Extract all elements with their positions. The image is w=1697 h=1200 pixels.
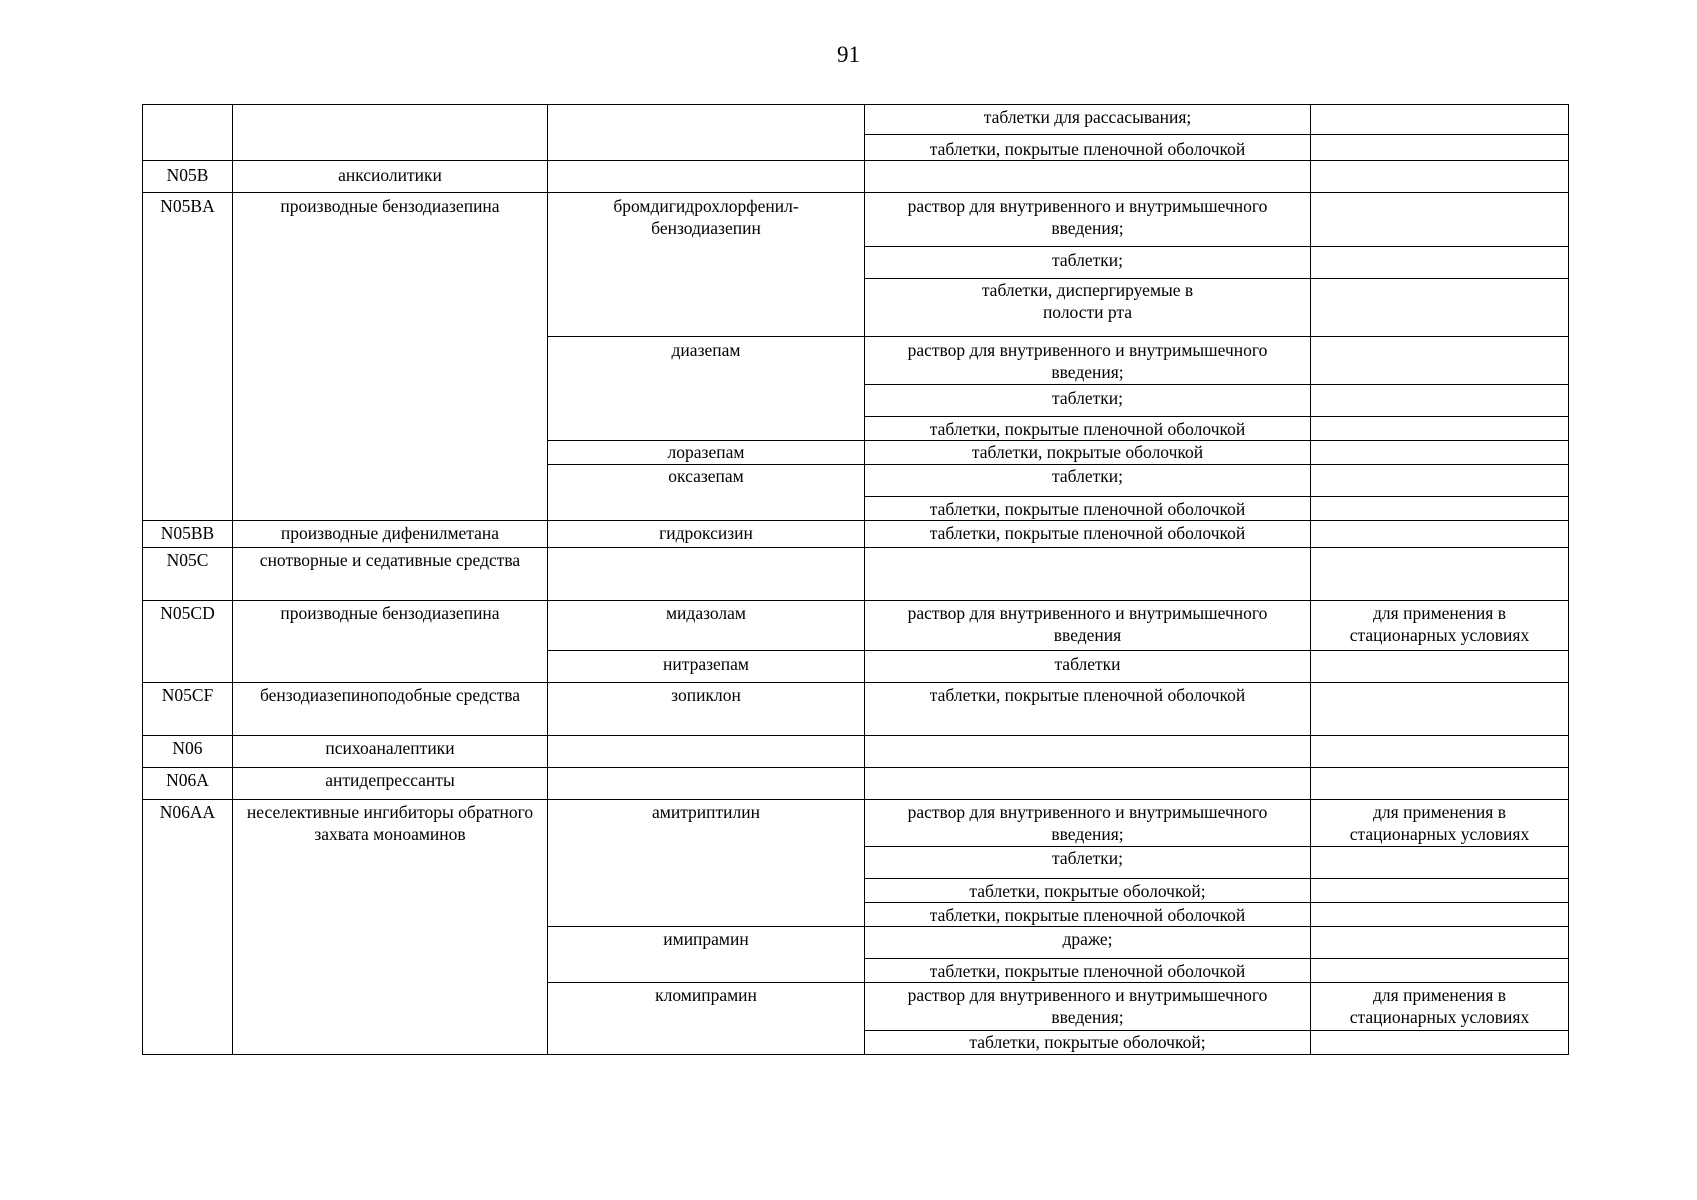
- form-cell: [864, 902, 1311, 927]
- cell-text: таблетки, покрытые пленочной оболочкой: [929, 961, 1246, 981]
- cell-text: таблетки;: [1052, 250, 1123, 270]
- drug-cell-empty: [547, 547, 865, 601]
- note-cell-empty: [1310, 160, 1569, 193]
- atc-code-cell: [142, 799, 233, 1055]
- cell-text: диазепам: [671, 340, 741, 360]
- cell-text: таблетки, покрытые оболочкой: [971, 442, 1204, 462]
- form-cell: [864, 464, 1311, 497]
- cell-text: N05C: [166, 550, 209, 570]
- atc-code-cell: [142, 192, 233, 521]
- cell-text: гидроксизин: [659, 523, 753, 543]
- note-cell-empty: [1310, 958, 1569, 983]
- cell-text: неселективные ингибиторы обратного захвата моноаминов: [246, 802, 534, 844]
- form-cell: [864, 134, 1311, 161]
- cell-text: раствор для внутривенного и внутримышечного введения;: [907, 196, 1268, 238]
- cell-text: кломипрамин: [655, 985, 757, 1005]
- cell-text: раствор для внутривенного и внутримышечного введения: [907, 603, 1268, 645]
- atc-code-cell: [142, 735, 233, 768]
- group-cell: [232, 160, 548, 193]
- form-cell: [864, 384, 1311, 417]
- drug-cell: [547, 982, 865, 1055]
- note-cell-empty: [1310, 926, 1569, 959]
- form-cell: [864, 982, 1311, 1031]
- cell-text: N05BA: [160, 196, 215, 216]
- cell-text: психоаналептики: [325, 738, 455, 758]
- note-cell-empty: [1310, 246, 1569, 279]
- cell-text: раствор для внутривенного и внутримышечного введения;: [907, 340, 1268, 382]
- group-cell: [232, 799, 548, 1055]
- form-cell: [864, 650, 1311, 683]
- form-cell: [864, 846, 1311, 879]
- form-cell-empty: [864, 160, 1311, 193]
- note-cell-empty: [1310, 192, 1569, 247]
- note-cell-empty: [1310, 650, 1569, 683]
- atc-code-cell: [142, 600, 233, 683]
- form-cell: [864, 958, 1311, 983]
- cell-text: полости рта: [1042, 302, 1133, 322]
- atc-code-cell: [142, 520, 233, 548]
- cell-text: нитразепам: [663, 654, 749, 674]
- form-cell-empty: [864, 735, 1311, 768]
- drug-cell: [547, 650, 865, 683]
- drug-cell: [547, 464, 865, 521]
- cell-text: таблетки: [1054, 654, 1121, 674]
- form-cell: [864, 104, 1311, 135]
- cell-text: N06: [172, 738, 203, 758]
- note-cell-empty: [1310, 278, 1569, 337]
- note-cell-empty: [1310, 767, 1569, 800]
- form-cell: [864, 799, 1311, 847]
- form-cell: [864, 1030, 1311, 1055]
- cell-text: таблетки, покрытые пленочной оболочкой: [929, 419, 1246, 439]
- note-cell-empty: [1310, 682, 1569, 736]
- cell-text: таблетки;: [1052, 466, 1123, 486]
- cell-text: для применения в стационарных условиях: [1349, 603, 1530, 645]
- cell-text: бензодиазепиноподобные средства: [259, 685, 521, 705]
- cell-text: оксазепам: [668, 466, 744, 486]
- form-cell: [864, 336, 1311, 385]
- form-cell: [864, 878, 1311, 903]
- cell-text: антидепрессанты: [325, 770, 455, 790]
- note-cell-empty: [1310, 735, 1569, 768]
- drug-cell: [547, 192, 865, 337]
- cell-text: таблетки для рассасывания;: [983, 107, 1192, 127]
- cell-text: для применения в стационарных условиях: [1349, 802, 1530, 844]
- atc-code-cell: [142, 767, 233, 800]
- cell-text: мидазолам: [665, 603, 746, 623]
- cell-text: таблетки, диспергируемые в: [981, 280, 1194, 300]
- cell-text: лоразепам: [667, 442, 745, 462]
- cell-text: таблетки, покрытые пленочной оболочкой: [929, 905, 1246, 925]
- drug-cell: [547, 336, 865, 441]
- code-cell-empty: [142, 104, 233, 161]
- form-cell: [864, 416, 1311, 441]
- cell-text: N05CF: [161, 685, 214, 705]
- form-cell: [864, 600, 1311, 651]
- cell-text: раствор для внутривенного и внутримышечного введения;: [907, 985, 1268, 1027]
- group-cell: [232, 192, 548, 521]
- cell-text: производные бензодиазепина: [280, 603, 500, 623]
- note-cell: [1310, 799, 1569, 847]
- note-cell-empty: [1310, 878, 1569, 903]
- drug-cell-empty: [547, 735, 865, 768]
- note-cell-empty: [1310, 104, 1569, 135]
- group-cell: [232, 520, 548, 548]
- form-cell: [864, 926, 1311, 959]
- cell-text: N05BB: [160, 523, 215, 543]
- form-cell: [864, 278, 1311, 337]
- cell-text: таблетки, покрытые оболочкой;: [969, 881, 1206, 901]
- drug-table: [142, 104, 1567, 1054]
- cell-text: N05CD: [160, 603, 215, 623]
- cell-text: производные дифенилметана: [280, 523, 500, 543]
- cell-text: N06AA: [159, 802, 216, 822]
- cell-text: N06A: [166, 770, 209, 790]
- form-cell: [864, 440, 1311, 465]
- note-cell: [1310, 982, 1569, 1031]
- cell-text: таблетки, покрытые пленочной оболочкой: [929, 523, 1246, 543]
- form-cell: [864, 246, 1311, 279]
- drug-cell: [547, 799, 865, 927]
- cell-text: таблетки, покрытые пленочной оболочкой: [929, 499, 1246, 519]
- form-cell: [864, 520, 1311, 548]
- cell-text: имипрамин: [663, 929, 749, 949]
- note-cell-empty: [1310, 902, 1569, 927]
- cell-text: для применения в стационарных условиях: [1349, 985, 1530, 1027]
- note-cell-empty: [1310, 1030, 1569, 1055]
- form-cell: [864, 496, 1311, 521]
- note-cell-empty: [1310, 547, 1569, 601]
- cell-text: таблетки, покрытые пленочной оболочкой: [929, 139, 1246, 159]
- group-cell: [232, 735, 548, 768]
- cell-text: таблетки;: [1052, 388, 1123, 408]
- note-cell-empty: [1310, 416, 1569, 441]
- note-cell-empty: [1310, 464, 1569, 497]
- note-cell-empty: [1310, 384, 1569, 417]
- group-cell: [232, 547, 548, 601]
- drug-cell-empty: [547, 160, 865, 193]
- cell-text: таблетки, покрытые оболочкой;: [969, 1032, 1206, 1052]
- atc-code-cell: [142, 682, 233, 736]
- drug-cell: [547, 600, 865, 651]
- cell-text: снотворные и седативные средства: [259, 550, 521, 570]
- cell-text: раствор для внутривенного и внутримышечного введения;: [907, 802, 1268, 844]
- form-cell-empty: [864, 767, 1311, 800]
- cell-text: таблетки, покрытые пленочной оболочкой: [929, 685, 1246, 705]
- cell-text: производные бензодиазепина: [280, 196, 500, 216]
- cell-text: бензодиазепин: [651, 218, 761, 238]
- drug-cell: [547, 926, 865, 983]
- cell-text: таблетки;: [1052, 848, 1123, 868]
- note-cell-empty: [1310, 846, 1569, 879]
- page-number: 91: [837, 42, 860, 67]
- cell-text: зопиклон: [671, 685, 741, 705]
- cell-text: анксиолитики: [338, 165, 442, 185]
- atc-code-cell: [142, 547, 233, 601]
- cell-text: N05B: [166, 165, 209, 185]
- form-cell-empty: [864, 547, 1311, 601]
- atc-code-cell: [142, 160, 233, 193]
- note-cell: [1310, 600, 1569, 651]
- cell-text: бромдигидрохлорфенил-: [613, 196, 799, 216]
- cell-text: драже;: [1062, 929, 1113, 949]
- note-cell-empty: [1310, 440, 1569, 465]
- form-cell: [864, 682, 1311, 736]
- drug-cell: [547, 520, 865, 548]
- drug-cell: [547, 682, 865, 736]
- note-cell-empty: [1310, 336, 1569, 385]
- form-cell: [864, 192, 1311, 247]
- group-cell-empty: [232, 104, 548, 161]
- drug-cell-empty: [547, 104, 865, 161]
- note-cell-empty: [1310, 520, 1569, 548]
- note-cell-empty: [1310, 134, 1569, 161]
- group-cell: [232, 600, 548, 683]
- note-cell-empty: [1310, 496, 1569, 521]
- drug-cell: [547, 440, 865, 465]
- group-cell: [232, 682, 548, 736]
- cell-text: амитриптилин: [651, 802, 761, 822]
- group-cell: [232, 767, 548, 800]
- drug-cell-empty: [547, 767, 865, 800]
